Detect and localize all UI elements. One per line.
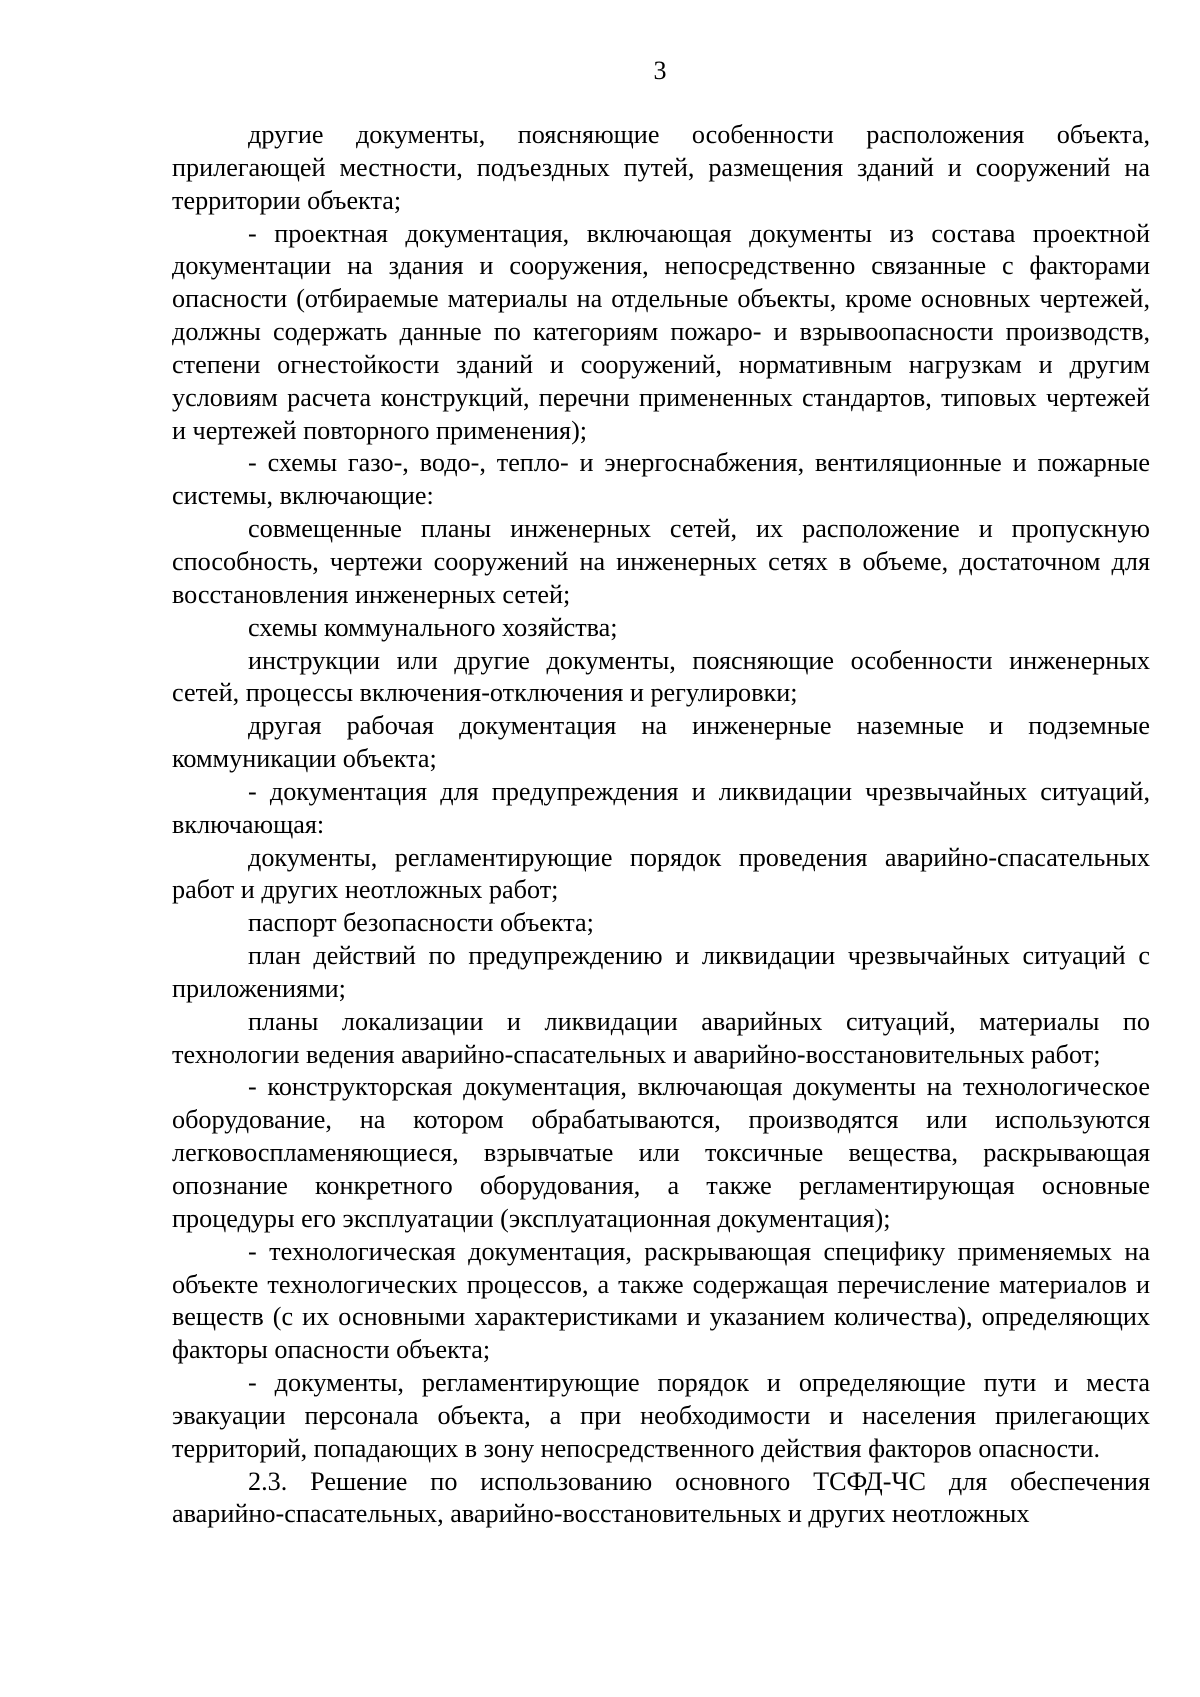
paragraph: другие документы, поясняющие особенности расположения объекта, прилегающей местности, подъездных путей, размещения зданий и сооружений на территории объекта;	[172, 120, 1150, 215]
paragraph: паспорт безопасности объекта;	[248, 908, 594, 938]
paragraph: - технологическая документация, раскрывающая специфику применяемых на объекте технологических процессов, а также содержащая перечисление материалов и веществ (с их основными характеристиками и указанием количества), определяющих факторы опасности объекта;	[172, 1236, 1150, 1365]
paragraph: другая рабочая документация на инженерные наземные и подземные коммуникации объекта;	[172, 711, 1150, 774]
paragraph: документы, регламентирующие порядок проведения аварийно-спасательных работ и других неотложных работ;	[172, 842, 1150, 905]
paragraph: схемы коммунального хозяйства;	[248, 612, 618, 642]
paragraph: - схемы газо-, водо-, тепло- и энергоснабжения, вентиляционные и пожарные системы, включающие:	[172, 448, 1150, 511]
paragraph: - документация для предупреждения и ликвидации чрезвычайных ситуаций, включающая:	[172, 776, 1150, 839]
paragraph: совмещенные планы инженерных сетей, их расположение и пропускную способность, чертежи сооружений на инженерных сетях в объеме, достаточном для восстановления инженерных сетей;	[172, 514, 1150, 609]
paragraph: планы локализации и ликвидации аварийных ситуаций, материалы по технологии ведения аварийно-спасательных и аварийно-восстановительных работ;	[172, 1006, 1150, 1069]
page-number: 3	[653, 56, 667, 85]
paragraph: - документы, регламентирующие порядок и определяющие пути и места эвакуации персонала объекта, а при необходимости и населения прилегающих территорий, попадающих в зону непосредственного действия факторов опасности.	[172, 1368, 1150, 1463]
paragraph: - конструкторская документация, включающая документы на технологическое оборудование, на котором обрабатываются, производятся или используются легковоспламеняющиеся, взрывчатые или токсичные вещества, раскрывающая опознание конкретного оборудования, а также регламентирующая основные процедуры его эксплуатации (эксплуатационная документация);	[172, 1072, 1150, 1233]
paragraph: план действий по предупреждению и ликвидации чрезвычайных ситуаций с приложениями;	[172, 941, 1150, 1003]
paragraph: - проектная документация, включающая документы из состава проектной документации на здания и сооружения, непосредственно связанные с факторами опасности (отбираемые материалы на отдельные объекты, кроме основных чертежей, должны содержать данные по категориям пожаро- и взрывоопасности производств, степени огнестойкости зданий и сооружений, нормативным нагрузкам и другим условиям расчета конструкций, перечни примененных стандартов, типовых чертежей и чертежей повторного применения);	[172, 218, 1150, 445]
paragraph: инструкции или другие документы, поясняющие особенности инженерных сетей, процессы включения-отключения и регулировки;	[172, 645, 1150, 708]
paragraph: 2.3. Решение по использованию основного ТСФД-ЧС для обеспечения аварийно-спасательных, аварийно-восстановительных и других неотложных	[172, 1466, 1150, 1529]
document-body	[172, 119, 1150, 1531]
